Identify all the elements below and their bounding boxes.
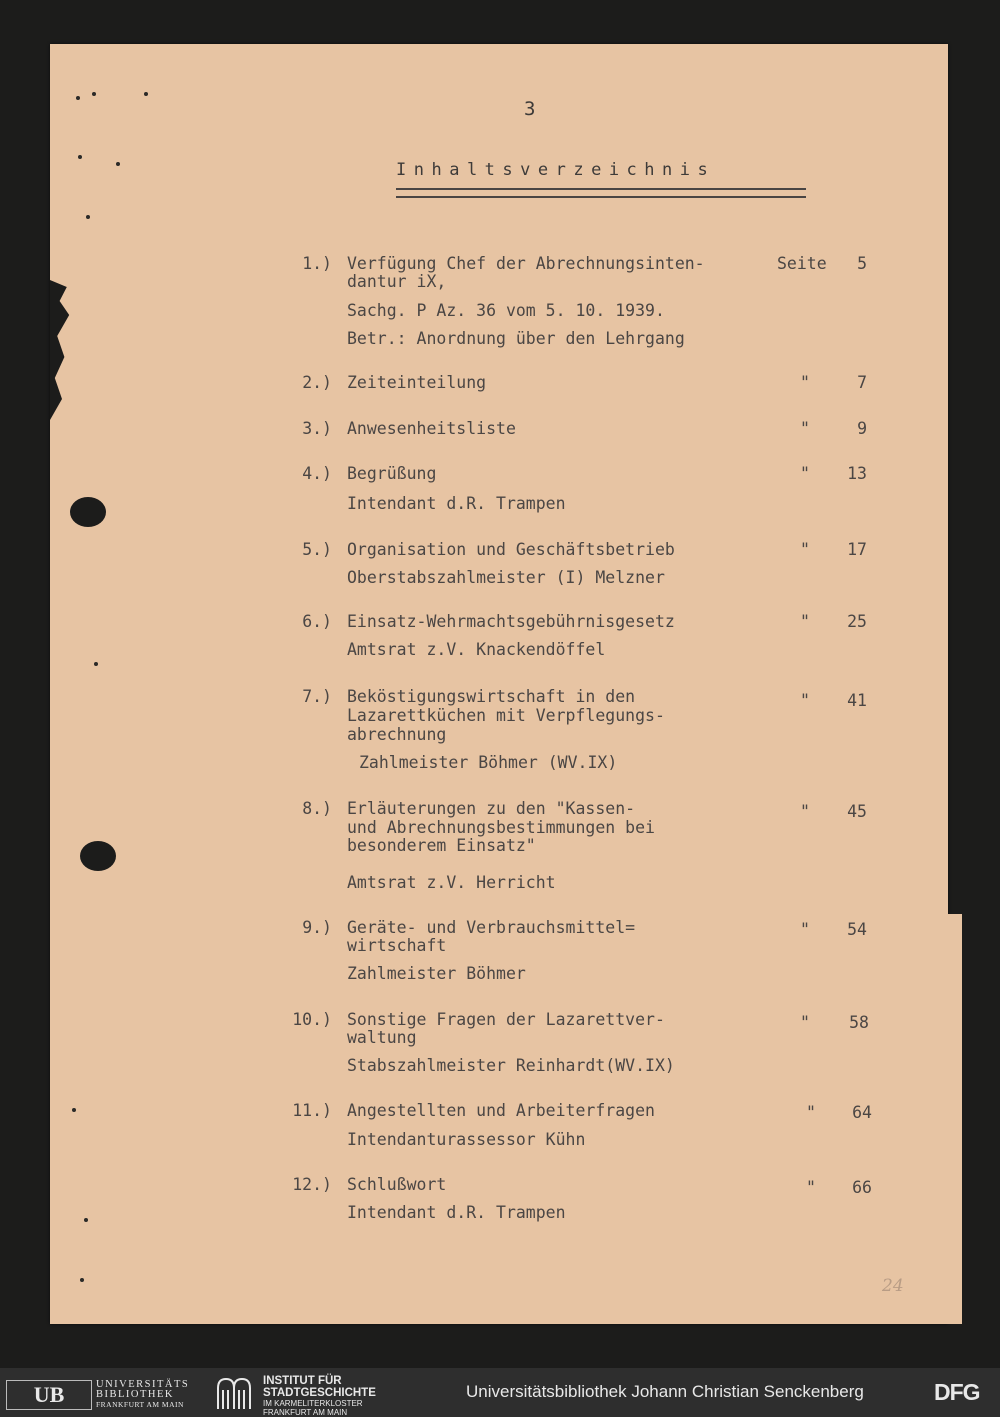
entry-line: Geräte- und Verbrauchsmittel=	[347, 918, 636, 937]
speck	[144, 92, 148, 96]
entry-line: Amtsrat z.V. Knackendöffel	[347, 640, 606, 659]
entry-page: 9	[857, 419, 867, 438]
isg-line: INSTITUT FÜR	[263, 1375, 342, 1387]
entry-line: Stabszahlmeister Reinhardt(WV.IX)	[347, 1056, 675, 1075]
ditto-mark: "	[800, 802, 810, 821]
entry-line: Schlußwort	[347, 1175, 447, 1194]
entry-page: 54	[847, 920, 867, 939]
entry-line: Lazarettküchen mit Verpflegungs-	[347, 706, 665, 725]
entry-page: 13	[847, 464, 867, 483]
ub-line: FRANKFURT AM MAIN	[96, 1400, 184, 1409]
entry-line: Organisation und Geschäftsbetrieb	[347, 540, 675, 559]
isg-line: IM KARMELITERKLOSTER	[263, 1399, 363, 1408]
entry-number: 4.)	[302, 464, 332, 483]
ub-line: BIBLIOTHEK	[96, 1389, 174, 1400]
entry-line: Erläuterungen zu den "Kassen-	[347, 799, 636, 818]
entry-page: 17	[847, 540, 867, 559]
footer-bar	[0, 1368, 1000, 1417]
entry-line: Anwesenheitsliste	[347, 419, 516, 438]
entry-line: Amtsrat z.V. Herricht	[347, 873, 556, 892]
isg-logo-icon[interactable]	[214, 1376, 254, 1410]
entry-page: 45	[847, 802, 867, 821]
entry-line: Sonstige Fragen der Lazarettver-	[347, 1010, 665, 1029]
punch-hole	[80, 841, 116, 871]
entry-number: 9.)	[302, 918, 332, 937]
entry-line: Intendant d.R. Trampen	[347, 1203, 566, 1222]
speck	[86, 215, 90, 219]
speck	[84, 1218, 88, 1222]
entry-number: 11.)	[292, 1101, 332, 1120]
speck	[92, 92, 96, 96]
ub-line: UNIVERSITÄTS	[96, 1379, 190, 1390]
page-marker: Seite	[777, 254, 827, 273]
entry-page: 58	[849, 1013, 869, 1032]
entry-number: 10.)	[292, 1010, 332, 1029]
isg-name	[263, 1375, 376, 1417]
entry-line: Intendant d.R. Trampen	[347, 494, 566, 513]
ditto-mark: "	[800, 540, 810, 559]
entry-page: 64	[852, 1103, 872, 1122]
entry-number: 3.)	[302, 419, 332, 438]
ditto-mark: "	[800, 373, 810, 392]
speck	[78, 155, 82, 159]
entry-page: 41	[847, 691, 867, 710]
entry-line: Zahlmeister Böhmer (WV.IX)	[359, 753, 618, 772]
entry-number: 1.)	[302, 254, 332, 273]
speck	[80, 1278, 84, 1282]
entry-line: Zahlmeister Böhmer	[347, 964, 526, 983]
entry-line: Intendanturassessor Kühn	[347, 1130, 586, 1149]
entry-line: abrechnung	[347, 725, 447, 744]
page-title: Inhaltsverzeichnis	[396, 160, 716, 180]
ditto-mark: "	[806, 1103, 816, 1122]
isg-line: FRANKFURT AM MAIN	[263, 1408, 348, 1417]
entry-line: besonderem Einsatz"	[347, 836, 536, 855]
isg-line: STADTGESCHICHTE	[263, 1387, 376, 1399]
dfg-logo[interactable]: DFG	[934, 1379, 980, 1405]
entry-number: 7.)	[302, 687, 332, 706]
entry-page: 7	[857, 373, 867, 392]
entry-number: 12.)	[292, 1175, 332, 1194]
entry-line: dantur iX,	[347, 272, 447, 291]
speck	[72, 1108, 76, 1112]
entry-line: Oberstabszahlmeister (I) Melzner	[347, 568, 665, 587]
page-number: 3	[524, 98, 536, 120]
entry-line: Einsatz-Wehrmachtsgebührnisgesetz	[347, 612, 675, 631]
speck	[94, 662, 98, 666]
entry-page: 25	[847, 612, 867, 631]
entry-line: waltung	[347, 1028, 417, 1047]
entry-line: wirtschaft	[347, 936, 447, 955]
ditto-mark: "	[800, 419, 810, 438]
entry-line: Zeiteinteilung	[347, 373, 487, 392]
ditto-mark: "	[806, 1178, 816, 1197]
entry-line: und Abrechnungsbestimmungen bei	[347, 818, 655, 837]
entry-number: 2.)	[302, 373, 332, 392]
entry-line: Angestellten und Arbeiterfragen	[347, 1101, 655, 1120]
punch-hole	[70, 497, 106, 527]
library-name: Universitätsbibliothek Johann Christian Senckenberg	[466, 1382, 864, 1401]
entry-line: Betr.: Anordnung über den Lehrgang	[347, 329, 685, 348]
entry-number: 8.)	[302, 799, 332, 818]
entry-line: Verfügung Chef der Abrechnungsinten-	[347, 254, 705, 273]
entry-page: 66	[852, 1178, 872, 1197]
ditto-mark: "	[800, 1013, 810, 1032]
ditto-mark: "	[800, 464, 810, 483]
title-underline	[396, 188, 806, 198]
entry-page: 5	[857, 254, 867, 273]
ub-name	[96, 1380, 189, 1410]
entry-number: 5.)	[302, 540, 332, 559]
handwritten-note: 24	[882, 1276, 904, 1296]
entry-line: Begrüßung	[347, 464, 437, 483]
entry-line: Sachg. P Az. 36 vom 5. 10. 1939.	[347, 301, 665, 320]
entry-number: 6.)	[302, 612, 332, 631]
ditto-mark: "	[800, 612, 810, 631]
ditto-mark: "	[800, 920, 810, 939]
entry-line: Beköstigungswirtschaft in den	[347, 687, 636, 706]
speck	[76, 96, 80, 100]
ditto-mark: "	[800, 691, 810, 710]
ub-logo[interactable]: UB	[6, 1380, 92, 1410]
speck	[116, 162, 120, 166]
